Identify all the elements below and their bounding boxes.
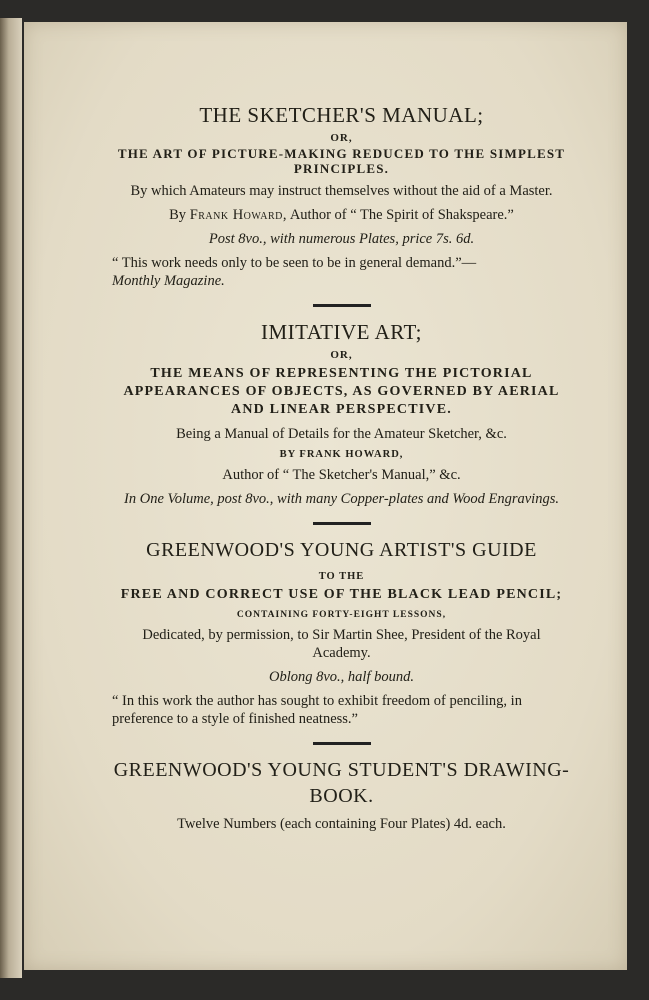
- dedication-line: Dedicated, by permission, to Sir Martin Shee, President of the Royal Academy.: [142, 627, 541, 661]
- page-content: [24, 102, 627, 839]
- divider-rule: [313, 742, 371, 745]
- divider-rule: [313, 522, 371, 525]
- containing-line: CONTAINING FORTY-EIGHT LESSONS,: [236, 610, 447, 620]
- author-line: [112, 206, 571, 224]
- byline: BY FRANK HOWARD,: [279, 449, 404, 460]
- book-page: [24, 22, 627, 970]
- section-description: Twelve Numbers (each containing Four Plates) 4d. each.: [177, 816, 506, 832]
- author-prefix: By: [169, 207, 187, 223]
- review-quote: “ This work needs only to be seen to be in general demand.”—: [112, 255, 477, 271]
- ad-imitative-art: [112, 319, 571, 508]
- section-description: By which Amateurs may instruct themselves without the aid of a Master.: [130, 183, 553, 199]
- format-line: Oblong 8vo., half bound.: [269, 669, 414, 685]
- format-line: In One Volume, post 8vo., with many Copper-plates and Wood Engravings.: [124, 491, 559, 507]
- review-quote: “ In this work the author has sought to exhibit freedom of penciling, in preference to a style of finished neatness.”: [112, 693, 522, 727]
- section-subtitle: THE MEANS OF REPRESENTING THE PICTORIAL APPEARANCES OF OBJECTS, AS GOVERNED BY AERIAL AND LINEAR PERSPECTIVE.: [123, 366, 560, 417]
- divider-rule: [313, 304, 371, 307]
- book-spine-edge: [0, 18, 22, 978]
- ad-young-students-drawing-book: [112, 757, 571, 833]
- to-label: TO THE: [318, 571, 365, 582]
- section-subtitle: FREE AND CORRECT USE OF THE BLACK LEAD PENCIL;: [120, 587, 563, 602]
- format-line: Post 8vo., with numerous Plates, price 7s. 6d.: [208, 231, 475, 247]
- section-title: GREENWOOD'S YOUNG ARTIST'S GUIDE: [146, 539, 537, 561]
- section-title: THE SKETCHER'S MANUAL;: [199, 103, 484, 127]
- author-suffix: Author of “ The Spirit of Shakspeare.”: [289, 207, 514, 223]
- section-title: GREENWOOD'S YOUNG STUDENT'S DRAWING-BOOK.: [113, 759, 570, 807]
- or-label: OR,: [330, 349, 353, 361]
- ad-young-artists-guide: [112, 537, 571, 728]
- author-line: Author of “ The Sketcher's Manual,” &c.: [222, 467, 461, 483]
- ad-sketchers-manual: [112, 102, 571, 290]
- section-description: Being a Manual of Details for the Amateur Sketcher, &c.: [176, 426, 507, 442]
- author-name: Frank Howard,: [189, 207, 287, 223]
- section-subtitle: THE ART OF PICTURE-MAKING REDUCED TO THE SIMPLEST PRINCIPLES.: [117, 146, 566, 176]
- section-title: IMITATIVE ART;: [261, 320, 422, 344]
- or-label: OR,: [330, 132, 353, 144]
- quote-source: Monthly Magazine.: [112, 273, 225, 289]
